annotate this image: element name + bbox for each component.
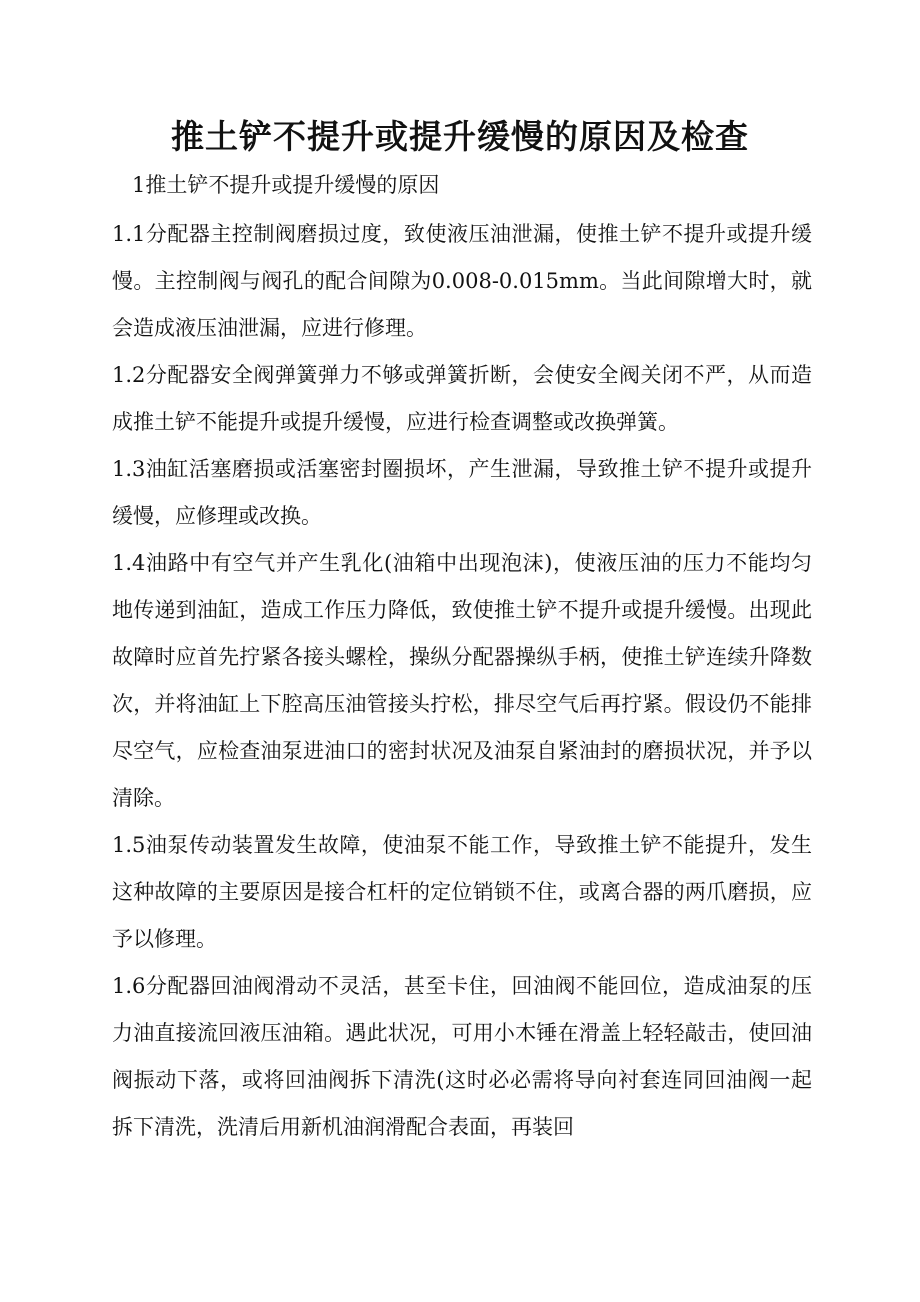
- paragraph-1-5: 1.5油泵传动装置发生故障，使油泵不能工作，导致推土铲不能提升，发生这种故障的主要原因是接合杠杆的定位销锁不住，或离合器的两爪磨损，应予以修理。: [112, 833, 812, 951]
- paragraph-1-4: 1.4油路中有空气并产生乳化(油箱中出现泡沫)，使液压油的压力不能均匀地传递到油缸，造成工作压力降低，致使推土铲不提升或提升缓慢。出现此故障时应首先拧紧各接头螺栓，操纵分配器操纵手柄，使推土铲连续升降数次，并将油缸上下腔高压油管接头拧松，排尽空气后再拧紧。假设仍不能排尽空气，应检查油泵进油口的密封状况及油泵自紧油封的磨损状况，并予以清除。: [112, 551, 812, 810]
- paragraph-1-3: 1.3油缸活塞磨损或活塞密封圈损坏，产生泄漏，导致推土铲不提升或提升缓慢，应修理或改换。: [112, 457, 812, 528]
- paragraph-1-1: 1.1分配器主控制阀磨损过度，致使液压油泄漏，使推土铲不提升或提升缓慢。主控制阀与阀孔的配合间隙为0.008-0.015mm。当此间隙增大时，就会造成液压油泄漏，应进行修理。: [112, 222, 812, 340]
- document-title: 推土铲不提升或提升缓慢的原因及检查: [171, 117, 749, 156]
- document-body: [112, 160, 812, 1151]
- section-heading: 1推土铲不提升或提升缓慢的原因: [132, 173, 440, 197]
- paragraph-1-6: 1.6分配器回油阀滑动不灵活，甚至卡住，回油阀不能回位，造成油泵的压力油直接流回液压油箱。遇此状况，可用小木锤在滑盖上轻轻敲击，使回油阀振动下落，或将回油阀拆下清洗(这时必必需将导向衬套连同回油阀一起拆下清洗，洗清后用新机油润滑配合表面，再装回: [112, 974, 812, 1139]
- paragraph-1-2: 1.2分配器安全阀弹簧弹力不够或弹簧折断，会使安全阀关闭不严，从而造成推土铲不能提升或提升缓慢，应进行检查调整或改换弹簧。: [112, 363, 812, 434]
